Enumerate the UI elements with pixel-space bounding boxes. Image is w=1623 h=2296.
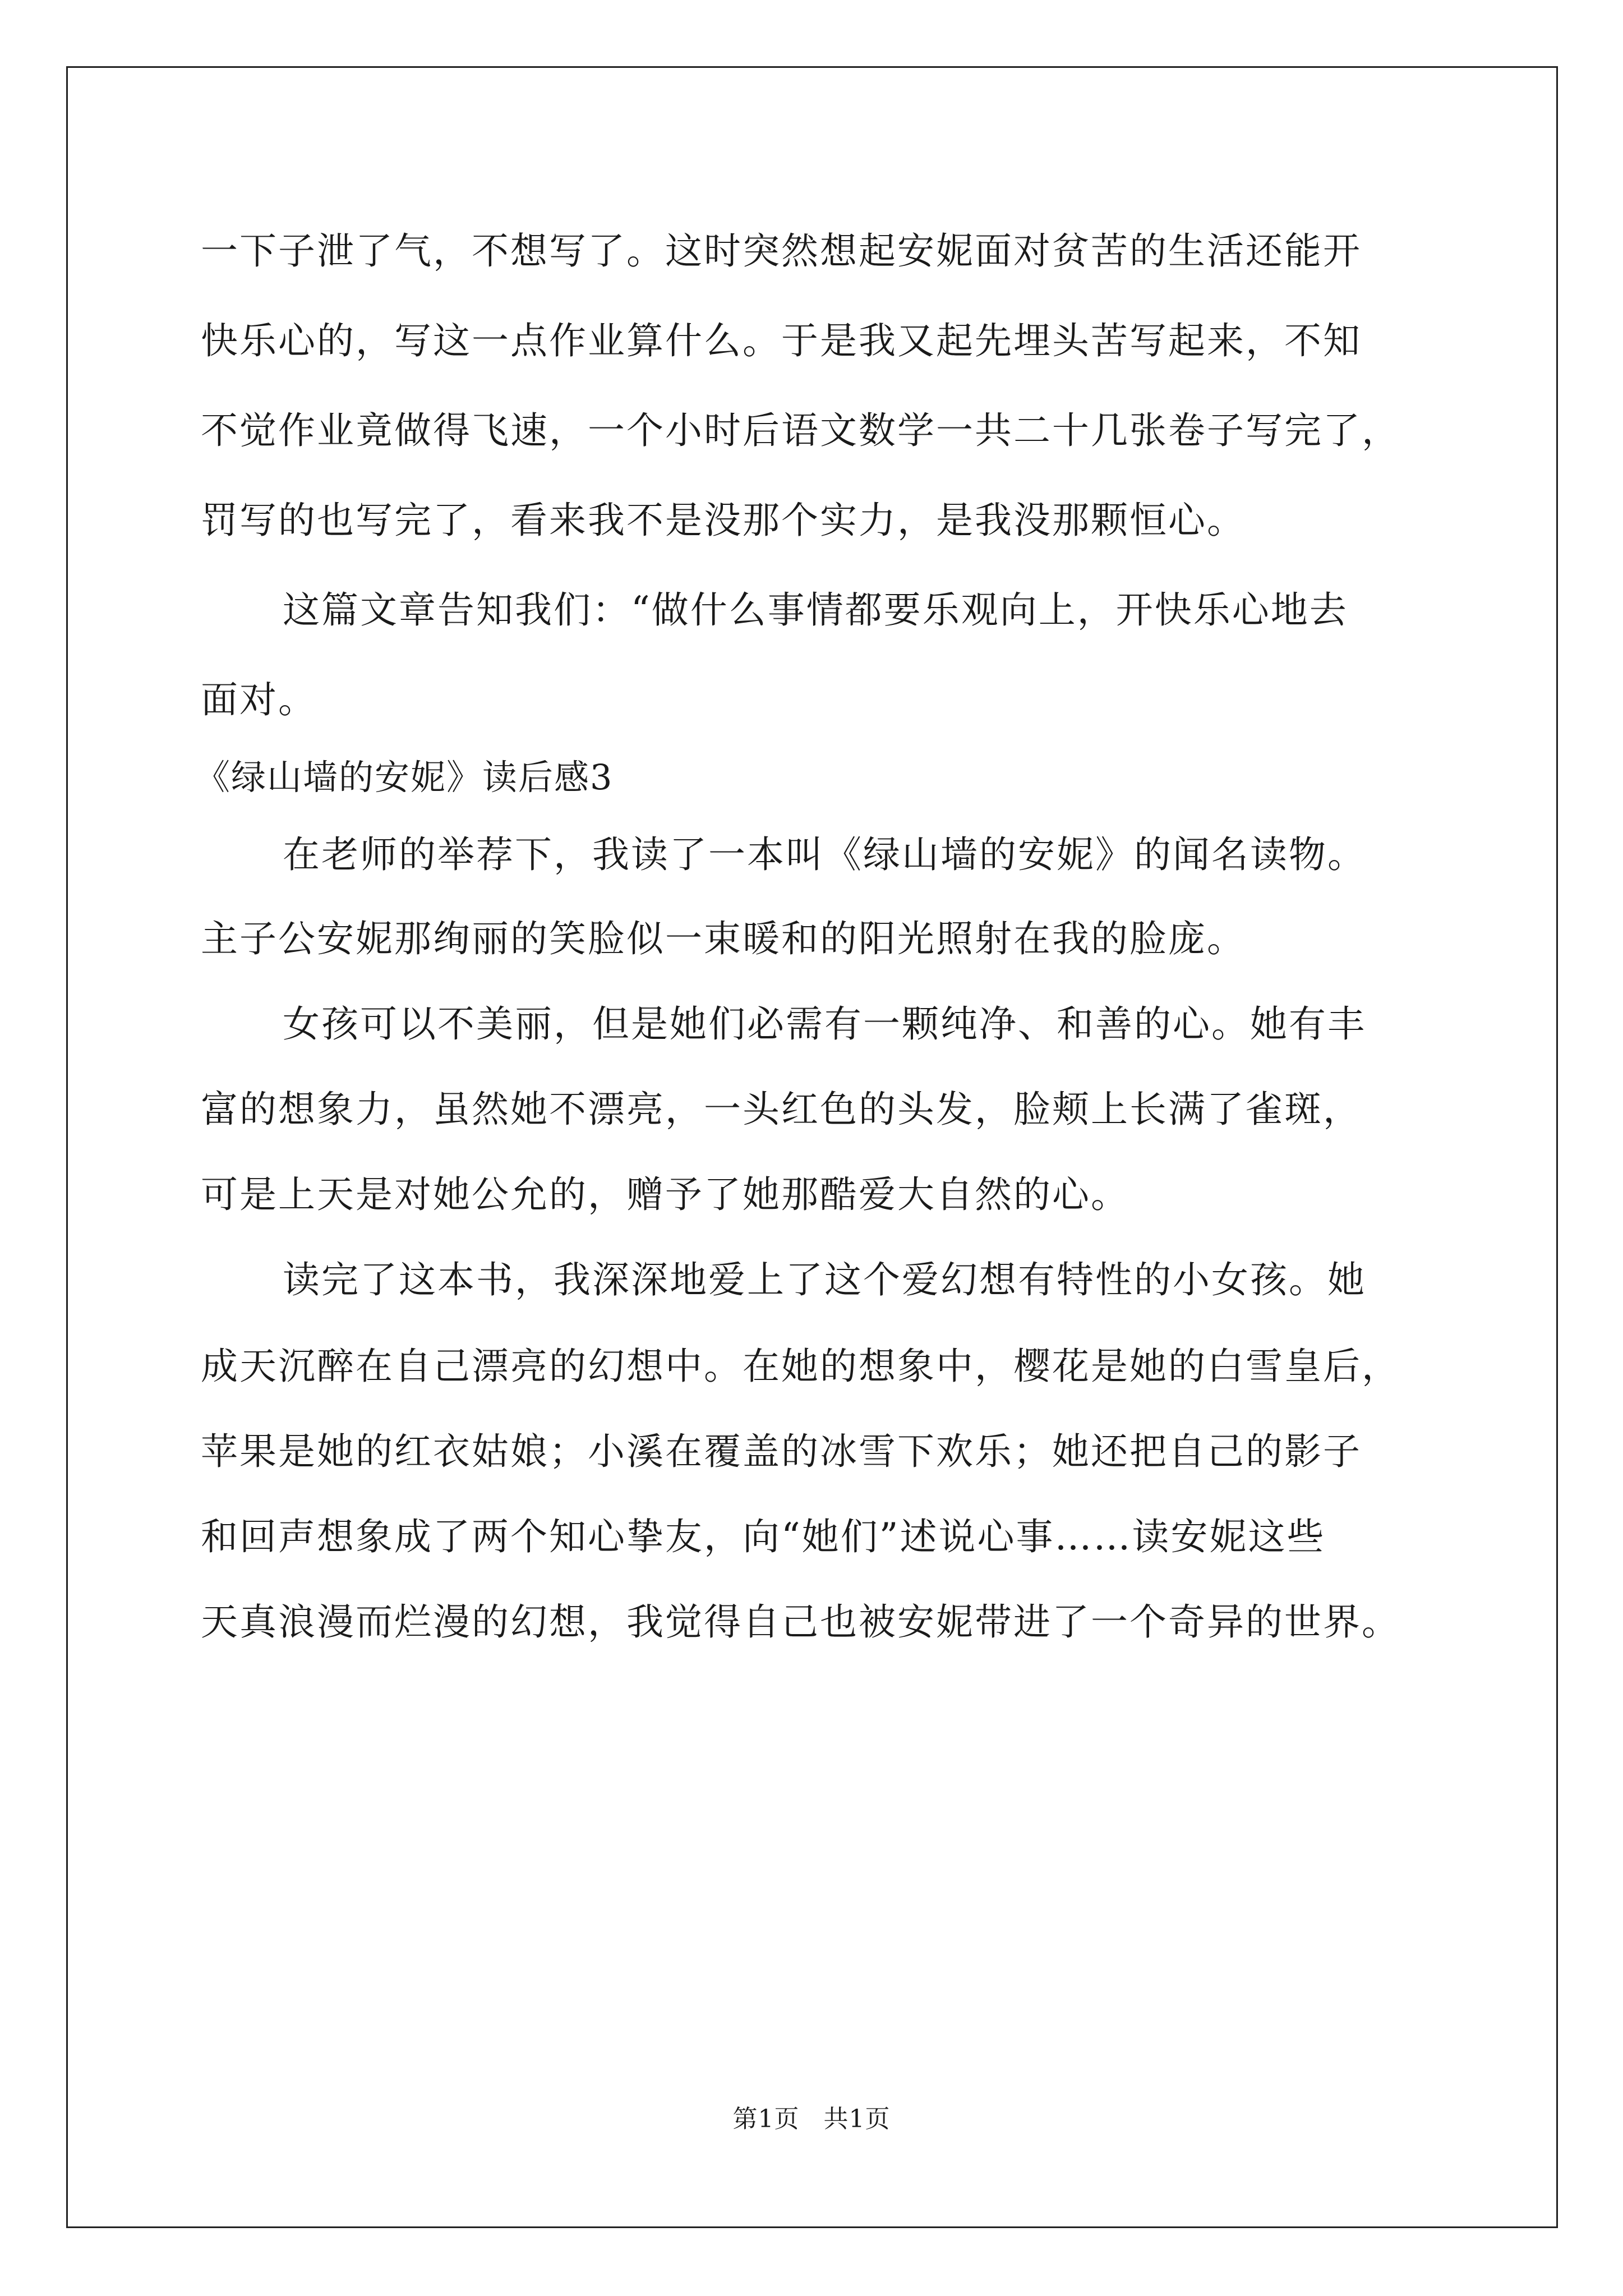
text-line: 快乐心的，写这一点作业算什么。于是我又起先埋头苦写起来，不知 [201,319,1362,362]
paragraph-first-line: 这篇文章告知我们：“做什么事情都要乐观向上，开快乐心地去 [283,588,1348,632]
text-line: 富的想象力，虽然她不漂亮，一头红色的头发，脸颊上长满了雀斑， [201,1088,1362,1131]
text-line: 一下子泄了气，不想写了。这时突然想起安妮面对贫苦的生活还能开 [201,229,1362,273]
text-line: 主子公安妮那绚丽的笑脸似一束暖和的阳光照射在我的脸庞。 [201,917,1246,960]
text-line: 和回声想象成了两个知心挚友，向“她们”述说心事……读安妮这些 [201,1515,1326,1558]
page-number: 第1页 [732,2105,800,2133]
text-line: 面对。 [201,678,317,721]
text-line: 成天沉醉在自己漂亮的幻想中。在她的想象中，樱花是她的白雪皇后， [201,1345,1400,1388]
page-total: 共1页 [823,2105,891,2133]
text-line: 苹果是她的红衣姑娘；小溪在覆盖的冰雪下欢乐；她还把自己的影子 [201,1430,1362,1473]
text-line: 罚写的也写完了，看来我不是没那个实力，是我没那颗恒心。 [201,499,1246,542]
text-line: 天真浪漫而烂漫的幻想，我觉得自己也被安妮带进了一个奇异的世界。 [201,1600,1400,1644]
paragraph-first-line: 在老师的举荐下，我读了一本叫《绿山墙的安妮》的闻名读物。 [283,833,1366,876]
page-footer [0,2104,1623,2135]
text-line: 不觉作业竟做得飞速，一个小时后语文数学一共二十几张卷子写完了， [201,409,1400,452]
section-heading: 《绿山墙的安妮》读后感3 [195,757,614,798]
text-line: 可是上天是对她公允的，赠予了她那酷爱大自然的心。 [201,1173,1129,1216]
page-frame [66,66,1558,2228]
paragraph-first-line: 读完了这本书，我深深地爱上了这个爱幻想有特性的小女孩。她 [283,1258,1366,1301]
paragraph-first-line: 女孩可以不美丽，但是她们必需有一颗纯净、和善的心。她有丰 [283,1002,1366,1046]
